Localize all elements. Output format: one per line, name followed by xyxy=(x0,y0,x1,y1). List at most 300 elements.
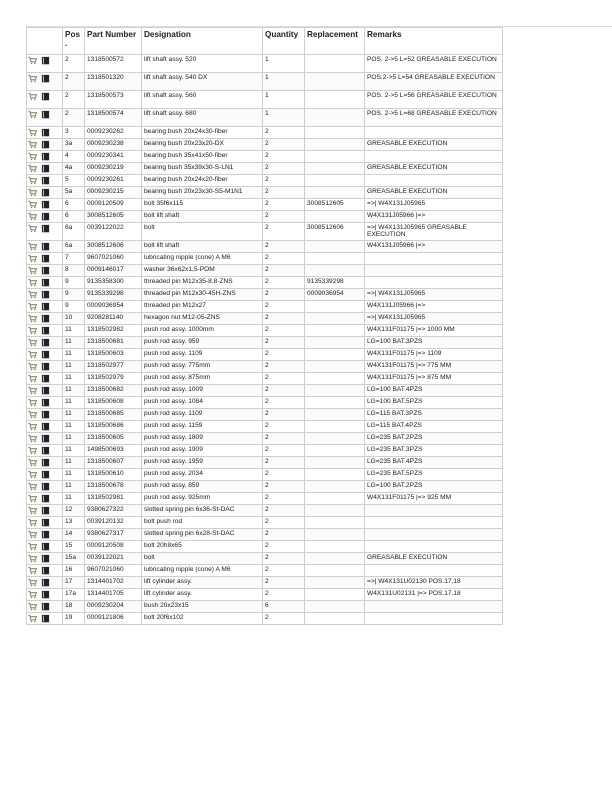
pos-cell: 15 xyxy=(63,541,85,553)
part-number-cell: 1318500686 xyxy=(85,421,142,433)
part-number-cell: 9607021060 xyxy=(85,253,142,265)
book-icon[interactable] xyxy=(41,614,50,623)
quantity-cell: 2 xyxy=(263,289,305,301)
book-icon[interactable] xyxy=(41,482,50,491)
remarks-cell: POS. 2->5 L=56 GREASABLE EXECUTION xyxy=(365,91,503,109)
table-row xyxy=(27,289,503,301)
pos-cell: 4 xyxy=(63,151,85,163)
part-number-cell: 0009230262 xyxy=(85,127,142,139)
quantity-cell: 2 xyxy=(263,469,305,481)
add-to-cart-icon[interactable] xyxy=(28,530,37,539)
designation-cell: push rod assy. 1809 xyxy=(142,433,263,445)
add-to-cart-icon[interactable] xyxy=(28,188,37,197)
add-to-cart-icon[interactable] xyxy=(28,74,37,83)
row-actions xyxy=(27,151,63,163)
remarks-cell: POS. 2->5 L=52 GREASABLE EXECUTION xyxy=(365,55,503,73)
pos-cell: 9 xyxy=(63,277,85,289)
replacement-header: Replacement xyxy=(305,28,365,55)
quantity-cell: 2 xyxy=(263,163,305,175)
pos-cell: 13 xyxy=(63,517,85,529)
book-icon[interactable] xyxy=(41,128,50,137)
book-icon[interactable] xyxy=(41,518,50,527)
add-to-cart-icon[interactable] xyxy=(28,338,37,347)
book-icon[interactable] xyxy=(41,242,50,251)
pos-cell: 8 xyxy=(63,265,85,277)
remarks-cell: LG=100 BAT.4PZS xyxy=(365,385,503,397)
part-number-cell: 0009036954 xyxy=(85,301,142,313)
row-actions xyxy=(27,277,63,289)
designation-cell: threaded pin M12x30-45H-ZNS xyxy=(142,289,263,301)
book-icon[interactable] xyxy=(41,434,50,443)
add-to-cart-icon[interactable] xyxy=(28,518,37,527)
book-icon[interactable] xyxy=(41,164,50,173)
table-row xyxy=(27,325,503,337)
remarks-cell: =>| W4X131J05965 GREASABLE EXECUTION xyxy=(365,223,503,241)
remarks-cell xyxy=(365,277,503,289)
add-to-cart-icon[interactable] xyxy=(28,602,37,611)
add-to-cart-icon[interactable] xyxy=(28,110,37,119)
add-to-cart-icon[interactable] xyxy=(28,374,37,383)
remarks-cell: W4X131J05966 |=> xyxy=(365,301,503,313)
add-to-cart-icon[interactable] xyxy=(28,56,37,65)
book-icon[interactable] xyxy=(41,314,50,323)
designation-cell: bolt xyxy=(142,223,263,241)
pos-cell: 17a xyxy=(63,589,85,601)
add-to-cart-icon[interactable] xyxy=(28,362,37,371)
add-to-cart-icon[interactable] xyxy=(28,578,37,587)
replacement-cell: 3008512606 xyxy=(305,223,365,241)
replacement-cell xyxy=(305,337,365,349)
designation-cell: push rod assy. 1009 xyxy=(142,385,263,397)
row-actions xyxy=(27,175,63,187)
book-icon[interactable] xyxy=(41,386,50,395)
designation-cell: bolt lift shaft xyxy=(142,241,263,253)
replacement-cell xyxy=(305,187,365,199)
add-to-cart-icon[interactable] xyxy=(28,212,37,221)
part-number-cell: 9208281140 xyxy=(85,313,142,325)
row-actions xyxy=(27,139,63,151)
row-actions xyxy=(27,223,63,241)
row-actions xyxy=(27,601,63,613)
part-number-cell: 1318500678 xyxy=(85,481,142,493)
book-icon[interactable] xyxy=(41,254,50,263)
book-icon[interactable] xyxy=(41,446,50,455)
table-row xyxy=(27,253,503,265)
add-to-cart-icon[interactable] xyxy=(28,434,37,443)
replacement-cell xyxy=(305,517,365,529)
designation-cell: lift shaft assy. 560 xyxy=(142,91,263,109)
row-actions xyxy=(27,163,63,175)
add-to-cart-icon[interactable] xyxy=(28,326,37,335)
quantity-cell: 2 xyxy=(263,565,305,577)
remarks-cell: LG=235 BAT.2PZS xyxy=(365,433,503,445)
add-to-cart-icon[interactable] xyxy=(28,302,37,311)
quantity-cell: 2 xyxy=(263,613,305,625)
add-to-cart-icon[interactable] xyxy=(28,290,37,299)
remarks-cell xyxy=(365,613,503,625)
remarks-cell: LG=100 BAT.5PZS xyxy=(365,397,503,409)
replacement-cell xyxy=(305,457,365,469)
add-to-cart-icon[interactable] xyxy=(28,200,37,209)
pos-cell: 3 xyxy=(63,127,85,139)
book-icon[interactable] xyxy=(41,566,50,575)
replacement-cell xyxy=(305,589,365,601)
table-row xyxy=(27,385,503,397)
add-to-cart-icon[interactable] xyxy=(28,254,37,263)
replacement-cell xyxy=(305,541,365,553)
table-row xyxy=(27,433,503,445)
part-number-cell: 1318502981 xyxy=(85,493,142,505)
designation-cell: push rod assy. 1084 xyxy=(142,397,263,409)
quantity-cell: 2 xyxy=(263,529,305,541)
table-row xyxy=(27,505,503,517)
pos-cell: 11 xyxy=(63,361,85,373)
add-to-cart-icon[interactable] xyxy=(28,314,37,323)
designation-cell: lubricating nipple (cone) A M6 xyxy=(142,565,263,577)
replacement-cell xyxy=(305,301,365,313)
pos-cell: 11 xyxy=(63,457,85,469)
add-to-cart-icon[interactable] xyxy=(28,422,37,431)
book-icon[interactable] xyxy=(41,542,50,551)
quantity-cell: 2 xyxy=(263,199,305,211)
book-icon[interactable] xyxy=(41,578,50,587)
book-icon[interactable] xyxy=(41,326,50,335)
quantity-cell: 1 xyxy=(263,109,305,127)
quantity-cell: 2 xyxy=(263,313,305,325)
quantity-cell: 2 xyxy=(263,481,305,493)
row-actions xyxy=(27,613,63,625)
replacement-cell xyxy=(305,601,365,613)
designation-header: Designation xyxy=(142,28,263,55)
quantity-cell: 2 xyxy=(263,433,305,445)
designation-cell: bolt lift shaft xyxy=(142,211,263,223)
add-to-cart-icon[interactable] xyxy=(28,470,37,479)
pos-cell: 11 xyxy=(63,349,85,361)
quantity-cell: 2 xyxy=(263,301,305,313)
pos-cell: 6 xyxy=(63,199,85,211)
book-icon[interactable] xyxy=(41,530,50,539)
remarks-cell: W4X131U02131 |=> POS.17,18 xyxy=(365,589,503,601)
pos-cell: 11 xyxy=(63,373,85,385)
replacement-cell xyxy=(305,613,365,625)
book-icon[interactable] xyxy=(41,410,50,419)
pos-cell: 7 xyxy=(63,253,85,265)
add-to-cart-icon[interactable] xyxy=(28,542,37,551)
table-row xyxy=(27,265,503,277)
book-icon[interactable] xyxy=(41,302,50,311)
replacement-cell xyxy=(305,313,365,325)
add-to-cart-icon[interactable] xyxy=(28,176,37,185)
remarks-cell: LG=235 BAT.4PZS xyxy=(365,457,503,469)
designation-cell: push rod assy. 859 xyxy=(142,481,263,493)
add-to-cart-icon[interactable] xyxy=(28,350,37,359)
book-icon[interactable] xyxy=(41,458,50,467)
designation-cell: bearing bush 20x24x30-fiber xyxy=(142,127,263,139)
designation-cell: push rod assy. 925mm xyxy=(142,493,263,505)
table-row xyxy=(27,409,503,421)
table-row xyxy=(27,127,503,139)
book-icon[interactable] xyxy=(41,176,50,185)
row-actions xyxy=(27,373,63,385)
designation-cell: bearing bush 20x24x20-fiber xyxy=(142,175,263,187)
row-actions xyxy=(27,433,63,445)
book-icon[interactable] xyxy=(41,506,50,515)
part-number-cell: 0009146017 xyxy=(85,265,142,277)
row-actions xyxy=(27,241,63,253)
part-number-cell: 9607021060 xyxy=(85,565,142,577)
designation-cell: lift shaft assy. 680 xyxy=(142,109,263,127)
remarks-cell: =>| W4X131J05965 xyxy=(365,289,503,301)
remarks-cell: W4X131F01175 |=> 925 MM xyxy=(365,493,503,505)
row-actions xyxy=(27,349,63,361)
row-actions xyxy=(27,289,63,301)
row-actions xyxy=(27,211,63,223)
row-actions xyxy=(27,445,63,457)
remarks-cell: POS.2->5 L=54 GREASABLE EXECUTION xyxy=(365,73,503,91)
book-icon[interactable] xyxy=(41,374,50,383)
table-row xyxy=(27,481,503,493)
remarks-cell: GREASABLE EXECUTION xyxy=(365,553,503,565)
quantity-cell: 2 xyxy=(263,175,305,187)
add-to-cart-icon[interactable] xyxy=(28,92,37,101)
pos-cell: 5 xyxy=(63,175,85,187)
pos-cell: 11 xyxy=(63,397,85,409)
replacement-cell xyxy=(305,505,365,517)
book-icon[interactable] xyxy=(41,92,50,101)
book-icon[interactable] xyxy=(41,110,50,119)
book-icon[interactable] xyxy=(41,212,50,221)
part-number-cell: 0039122021 xyxy=(85,553,142,565)
add-to-cart-icon[interactable] xyxy=(28,482,37,491)
replacement-cell xyxy=(305,361,365,373)
remarks-cell: LG=100 BAT.2PZS xyxy=(365,481,503,493)
pos-cell: 2 xyxy=(63,55,85,73)
table-row xyxy=(27,577,503,589)
part-number-cell: 1318500685 xyxy=(85,409,142,421)
add-to-cart-icon[interactable] xyxy=(28,614,37,623)
replacement-cell xyxy=(305,163,365,175)
add-to-cart-icon[interactable] xyxy=(28,128,37,137)
part-number-cell: 3008512606 xyxy=(85,241,142,253)
replacement-cell xyxy=(305,409,365,421)
book-icon[interactable] xyxy=(41,266,50,275)
quantity-cell: 2 xyxy=(263,589,305,601)
replacement-cell xyxy=(305,139,365,151)
designation-cell: push rod assy. 1109 xyxy=(142,349,263,361)
quantity-cell: 2 xyxy=(263,325,305,337)
quantity-cell: 2 xyxy=(263,337,305,349)
part-number-cell: 1318500605 xyxy=(85,433,142,445)
designation-cell: bearing bush 35x41x50-fiber xyxy=(142,151,263,163)
add-to-cart-icon[interactable] xyxy=(28,410,37,419)
designation-cell: push rod assy. 1959 xyxy=(142,457,263,469)
remarks-cell: LG=235 BAT.5PZS xyxy=(365,469,503,481)
add-to-cart-icon[interactable] xyxy=(28,566,37,575)
pos-cell: 11 xyxy=(63,325,85,337)
book-icon[interactable] xyxy=(41,188,50,197)
row-actions xyxy=(27,91,63,109)
part-number-cell: 1318500681 xyxy=(85,337,142,349)
part-number-cell: 0039122022 xyxy=(85,223,142,241)
part-number-cell: 0009121806 xyxy=(85,613,142,625)
book-icon[interactable] xyxy=(41,278,50,287)
add-to-cart-icon[interactable] xyxy=(28,242,37,251)
remarks-cell xyxy=(365,265,503,277)
table-row xyxy=(27,313,503,325)
row-actions xyxy=(27,187,63,199)
book-icon[interactable] xyxy=(41,152,50,161)
table-row xyxy=(27,109,503,127)
part-number-cell: 1314401705 xyxy=(85,589,142,601)
designation-cell: lubricating nipple (cone) A M6 xyxy=(142,253,263,265)
row-actions xyxy=(27,397,63,409)
table-header-row xyxy=(27,28,503,55)
quantity-cell: 2 xyxy=(263,241,305,253)
quantity-cell: 2 xyxy=(263,139,305,151)
add-to-cart-icon[interactable] xyxy=(28,398,37,407)
designation-cell: bearing bush 20x23x20-DX xyxy=(142,139,263,151)
add-to-cart-icon[interactable] xyxy=(28,554,37,563)
book-icon[interactable] xyxy=(41,362,50,371)
replacement-cell xyxy=(305,73,365,91)
replacement-cell: 3008512605 xyxy=(305,199,365,211)
quantity-cell: 2 xyxy=(263,373,305,385)
add-to-cart-icon[interactable] xyxy=(28,140,37,149)
add-to-cart-icon[interactable] xyxy=(28,506,37,515)
designation-cell: push rod assy. 2034 xyxy=(142,469,263,481)
designation-cell: lift cylinder assy. xyxy=(142,577,263,589)
part-number-cell: 0039120132 xyxy=(85,517,142,529)
add-to-cart-icon[interactable] xyxy=(28,278,37,287)
designation-cell: push rod assy. 1000mm xyxy=(142,325,263,337)
book-icon[interactable] xyxy=(41,470,50,479)
part-number-cell: 1318500573 xyxy=(85,91,142,109)
row-actions xyxy=(27,325,63,337)
book-icon[interactable] xyxy=(41,200,50,209)
row-actions xyxy=(27,109,63,127)
parts-table-body xyxy=(27,55,503,625)
pos-cell: 6a xyxy=(63,223,85,241)
book-icon[interactable] xyxy=(41,398,50,407)
table-row xyxy=(27,241,503,253)
part-number-cell: 1318500607 xyxy=(85,457,142,469)
remarks-cell: W4X131F01175 |=> 1000 MM xyxy=(365,325,503,337)
designation-cell: bush 20x23x15 xyxy=(142,601,263,613)
replacement-cell xyxy=(305,109,365,127)
add-to-cart-icon[interactable] xyxy=(28,266,37,275)
row-actions xyxy=(27,505,63,517)
table-row xyxy=(27,613,503,625)
table-row xyxy=(27,553,503,565)
add-to-cart-icon[interactable] xyxy=(28,590,37,599)
table-row xyxy=(27,361,503,373)
row-actions xyxy=(27,589,63,601)
row-actions xyxy=(27,265,63,277)
designation-cell: bolt xyxy=(142,553,263,565)
book-icon[interactable] xyxy=(41,224,50,233)
add-to-cart-icon[interactable] xyxy=(28,458,37,467)
quantity-cell: 2 xyxy=(263,223,305,241)
add-to-cart-icon[interactable] xyxy=(28,446,37,455)
row-actions xyxy=(27,127,63,139)
pos-cell: 19 xyxy=(63,613,85,625)
part-number-cell: 3008512605 xyxy=(85,211,142,223)
row-actions xyxy=(27,517,63,529)
remarks-cell: =>| W4X131J05965 xyxy=(365,313,503,325)
book-icon[interactable] xyxy=(41,338,50,347)
add-to-cart-icon[interactable] xyxy=(28,494,37,503)
table-row xyxy=(27,529,503,541)
row-actions xyxy=(27,301,63,313)
book-icon[interactable] xyxy=(41,290,50,299)
remarks-cell: W4X131F01175 |=> 775 MM xyxy=(365,361,503,373)
part-number-cell: 0009230341 xyxy=(85,151,142,163)
quantity-cell: 1 xyxy=(263,55,305,73)
pos-cell: 12 xyxy=(63,505,85,517)
book-icon[interactable] xyxy=(41,56,50,65)
pos-cell: 17 xyxy=(63,577,85,589)
quantity-cell: 2 xyxy=(263,421,305,433)
book-icon[interactable] xyxy=(41,74,50,83)
book-icon[interactable] xyxy=(41,602,50,611)
remarks-cell: LG=115 BAT.3PZS xyxy=(365,409,503,421)
row-actions xyxy=(27,493,63,505)
designation-cell: slotted spring pin 6x28-St-DAC xyxy=(142,529,263,541)
table-row xyxy=(27,55,503,73)
remarks-cell: GREASABLE EXECUTION xyxy=(365,139,503,151)
pos-cell: 11 xyxy=(63,385,85,397)
row-actions xyxy=(27,385,63,397)
add-to-cart-icon[interactable] xyxy=(28,164,37,173)
book-icon[interactable] xyxy=(41,140,50,149)
designation-cell: slotted spring pin 6x36-St-DAC xyxy=(142,505,263,517)
replacement-cell xyxy=(305,325,365,337)
book-icon[interactable] xyxy=(41,350,50,359)
book-icon[interactable] xyxy=(41,494,50,503)
quantity-cell: 2 xyxy=(263,445,305,457)
replacement-cell xyxy=(305,481,365,493)
remarks-cell xyxy=(365,253,503,265)
pos-cell: 11 xyxy=(63,337,85,349)
quantity-cell: 2 xyxy=(263,151,305,163)
part-number-cell: 1318501320 xyxy=(85,73,142,91)
table-row xyxy=(27,163,503,175)
add-to-cart-icon[interactable] xyxy=(28,224,37,233)
quantity-cell: 2 xyxy=(263,397,305,409)
book-icon[interactable] xyxy=(41,554,50,563)
designation-cell: lift shaft assy. 540 DX xyxy=(142,73,263,91)
remarks-cell xyxy=(365,601,503,613)
add-to-cart-icon[interactable] xyxy=(28,386,37,395)
part-number-cell: 1314401702 xyxy=(85,577,142,589)
replacement-cell xyxy=(305,175,365,187)
part-number-cell: 9380627322 xyxy=(85,505,142,517)
pos-cell: 11 xyxy=(63,493,85,505)
remarks-cell: W4X131J05966 |=> xyxy=(365,211,503,223)
add-to-cart-icon[interactable] xyxy=(28,152,37,161)
book-icon[interactable] xyxy=(41,590,50,599)
remarks-cell xyxy=(365,565,503,577)
book-icon[interactable] xyxy=(41,422,50,431)
table-row xyxy=(27,139,503,151)
table-row xyxy=(27,223,503,241)
remarks-cell xyxy=(365,505,503,517)
quantity-cell: 2 xyxy=(263,361,305,373)
quantity-cell: 2 xyxy=(263,277,305,289)
table-row xyxy=(27,565,503,577)
row-actions xyxy=(27,565,63,577)
remarks-cell xyxy=(365,175,503,187)
